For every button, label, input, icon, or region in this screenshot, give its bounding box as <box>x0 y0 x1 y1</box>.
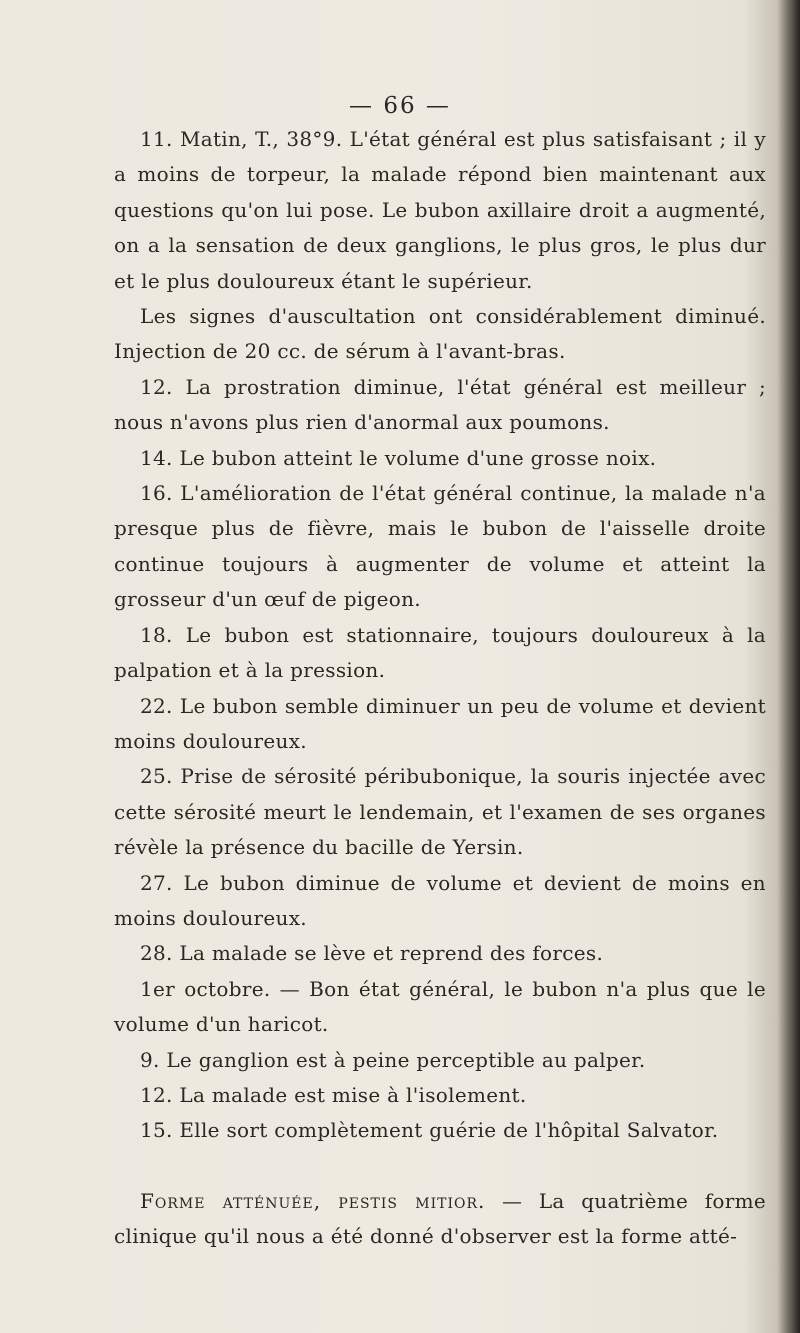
paragraph: 27. Le bubon diminue de volume et devient de moins en moins douloureux. <box>114 870 766 930</box>
paragraph: 12. La malade est mise à l'isolement. <box>140 1082 527 1107</box>
paragraph: 25. Prise de sérosité péribubonique, la souris injectée avec cette sérosité meurt le lendemain, et l'examen de ses organes révèle la présence du bacille de Yersin. <box>114 764 766 860</box>
paragraph: 16. L'amélioration de l'état général continue, la malade n'a presque plus de fièvre, mais le bubon de l'aisselle droite continue toujours à augmenter de volume et atteint la grosseur d'un œuf de pigeon. <box>114 481 766 612</box>
page-edge-shadow <box>778 0 800 1333</box>
paragraph: 11. Matin, T., 38°9. L'état général est plus satisfaisant ; il y a moins de torpeur, la malade répond bien maintenant aux questions qu'on lui pose. Le bubon axillaire droit a augmenté, on a la sensation de deux ganglions, le plus gros, le plus dur et le plus douloureux étant le supérieur. <box>114 127 766 293</box>
paragraph: 1er octobre. — Bon état général, le bubon n'a plus que le volume d'un haricot. <box>114 976 766 1037</box>
page-number: — 66 — <box>349 93 451 119</box>
paragraph: 18. Le bubon est stationnaire, toujours douloureux à la palpation et à la pression. <box>114 622 766 683</box>
paragraph: 12. La prostration diminue, l'état général est meilleur ; nous n'avons plus rien d'anormal aux poumons. <box>114 374 766 435</box>
section-text: La quatrième forme clinique qu'il nous a été donné d'observer est la forme atté- <box>114 1188 766 1249</box>
section-paragraph <box>114 1184 766 1255</box>
paragraph: 22. Le bubon semble diminuer un peu de volume et devient moins douloureux. <box>114 693 766 753</box>
paragraph: Les signes d'auscultation ont considérablement diminué. Injection de 20 cc. de sérum à l'avant-bras. <box>114 304 766 364</box>
paragraph: 9. Le ganglion est à peine perceptible au palper. <box>140 1047 646 1072</box>
paragraph: 15. Elle sort complètement guérie de l'hôpital Salvator. <box>140 1118 719 1143</box>
section-dash: — <box>485 1188 539 1213</box>
paragraph: 14. Le bubon atteint le volume d'une grosse noix. <box>140 445 657 470</box>
paragraph: 28. La malade se lève et reprend des forces. <box>140 941 604 966</box>
body-text <box>114 122 766 1255</box>
section-heading: Forme atténuée, pestis mitior. <box>140 1188 486 1213</box>
